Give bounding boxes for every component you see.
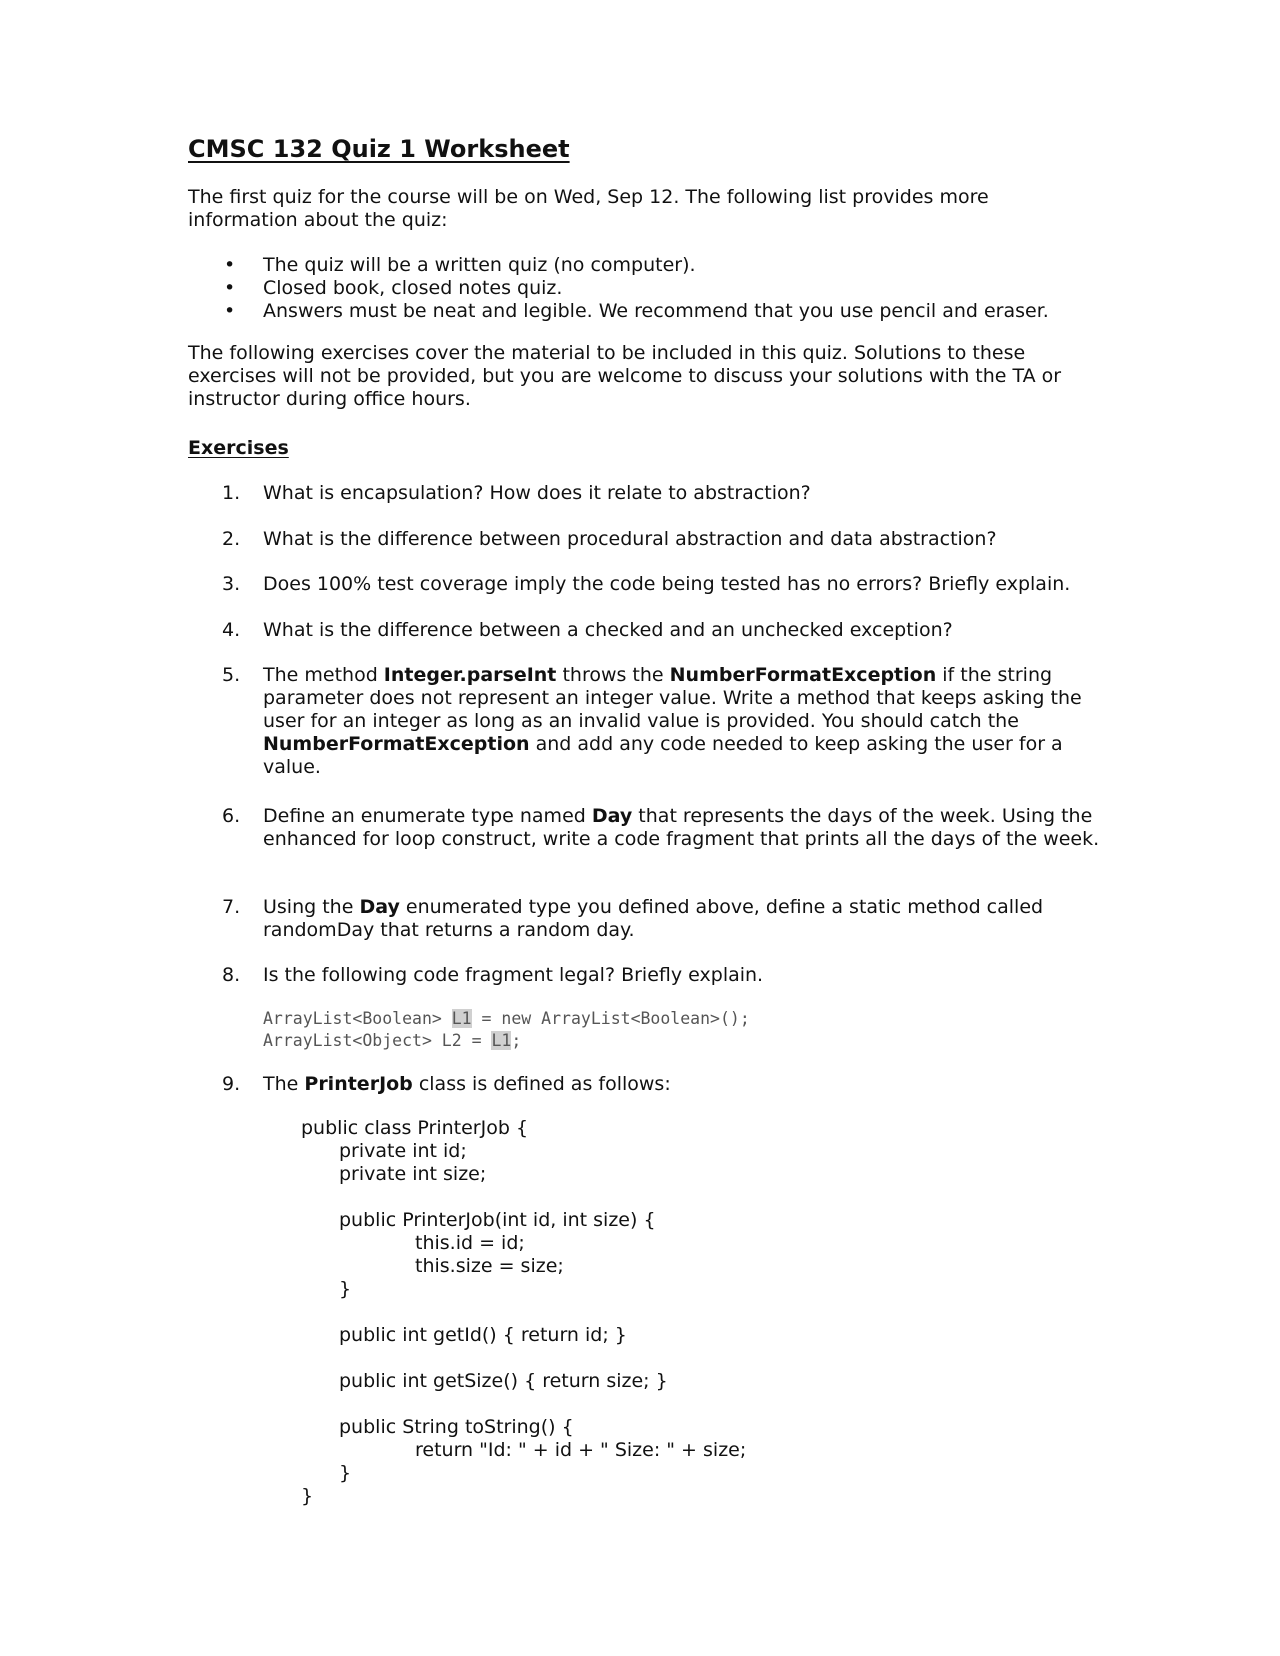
code-line: } (339, 1278, 352, 1300)
intro-line-2: information about the quiz: (188, 209, 448, 231)
highlighted-token: L1 (451, 1009, 472, 1028)
exercise-text: The PrinterJob class is defined as follows: (263, 1073, 671, 1095)
bullet-icon: • (224, 300, 236, 322)
exception-name: NumberFormatException (263, 733, 530, 755)
code-line: public int getSize() { return size; } (339, 1370, 668, 1392)
list-item (188, 254, 1049, 277)
exercise-text: The method Integer.parseInt throws the NumberFormatException if the string parameter does not represent an integer value. Write a method that keeps asking the user for an integer as long as an invalid value is provided. You should catch the NumberFormatException and add any code needed to keep asking the user for a value. (263, 664, 1082, 778)
exercise-text: What is encapsulation? How does it relate to abstraction? (263, 482, 811, 504)
exercise-1 (222, 482, 1102, 505)
exercises-heading: Exercises (188, 437, 289, 459)
exercise-3 (222, 573, 1102, 596)
exercise-text: What is the difference between a checked and an unchecked exception? (263, 619, 953, 641)
list-item (188, 300, 1049, 323)
exercise-number: 1. (222, 482, 241, 504)
exercise-number: 4. (222, 619, 241, 641)
exercise-4 (222, 619, 1102, 642)
class-name: PrinterJob (304, 1073, 413, 1095)
exercise-number: 3. (222, 573, 241, 595)
code-line: ArrayList<Object> L2 = L1; (263, 1031, 522, 1050)
coverage-paragraph (188, 342, 1118, 411)
intro-paragraph (188, 186, 1118, 232)
exercise-number: 8. (222, 964, 241, 986)
exercise-6 (222, 805, 1102, 851)
coverage-line-2: exercises will not be provided, but you are welcome to discuss your solutions with the TA or (188, 365, 1062, 387)
bullet-icon: • (224, 254, 236, 276)
type-name: Day (591, 805, 633, 827)
coverage-line-3: instructor during office hours. (188, 388, 471, 410)
code-line: public String toString() { (339, 1416, 574, 1438)
page-title: CMSC 132 Quiz 1 Worksheet (188, 135, 570, 163)
code-line: } (301, 1485, 314, 1507)
list-item-text: The quiz will be a written quiz (no computer). (263, 254, 696, 276)
exercise-text: What is the difference between procedural abstraction and data abstraction? (263, 528, 997, 550)
code-line: } (339, 1462, 352, 1484)
exception-name: NumberFormatException (669, 664, 937, 686)
exercise-text: Does 100% test coverage imply the code being tested has no errors? Briefly explain. (263, 573, 1071, 595)
exercise-2 (222, 528, 1102, 551)
code-line: private int id; (339, 1140, 467, 1162)
exercise-number: 6. (222, 805, 241, 827)
list-item (188, 277, 1049, 300)
method-name: Integer.parseInt (383, 664, 557, 686)
exercise-9 (222, 1073, 1102, 1096)
coverage-line-1: The following exercises cover the material to be included in this quiz. Solutions to these (188, 342, 1026, 364)
code-fragment (263, 1008, 750, 1052)
quiz-info-list (188, 254, 1049, 323)
exercise-8 (222, 964, 1102, 987)
code-line: public PrinterJob(int id, int size) { (339, 1209, 656, 1231)
intro-line-1: The first quiz for the course will be on Wed, Sep 12. The following list provides more (188, 186, 989, 208)
exercise-number: 9. (222, 1073, 241, 1095)
exercise-text: Define an enumerate type named Day that represents the days of the week. Using the enhanced for loop construct, write a code fragment that prints all the days of the week. (263, 805, 1100, 850)
list-item-text: Answers must be neat and legible. We recommend that you use pencil and eraser. (263, 300, 1049, 322)
type-name: Day (359, 896, 400, 918)
code-line: public class PrinterJob { (301, 1117, 529, 1139)
exercise-number: 7. (222, 896, 241, 918)
exercise-number: 5. (222, 664, 241, 686)
exercise-text: Is the following code fragment legal? Briefly explain. (263, 964, 764, 986)
code-line: public int getId() { return id; } (339, 1324, 627, 1346)
exercise-5 (222, 664, 1102, 779)
code-line: return "Id: " + id + " Size: " + size; (415, 1439, 747, 1461)
highlighted-token: L1 (491, 1031, 512, 1050)
bullet-icon: • (224, 277, 236, 299)
code-line: private int size; (339, 1163, 487, 1185)
exercise-text: Using the Day enumerated type you defined above, define a static method called randomDay that returns a random day. (263, 896, 1044, 941)
exercise-7 (222, 896, 1102, 942)
code-line: this.id = id; (415, 1232, 525, 1254)
code-line: this.size = size; (415, 1255, 564, 1277)
exercise-number: 2. (222, 528, 241, 550)
code-line: ArrayList<Boolean> L1 = new ArrayList<Boolean>(); (263, 1009, 750, 1028)
list-item-text: Closed book, closed notes quiz. (263, 277, 563, 299)
